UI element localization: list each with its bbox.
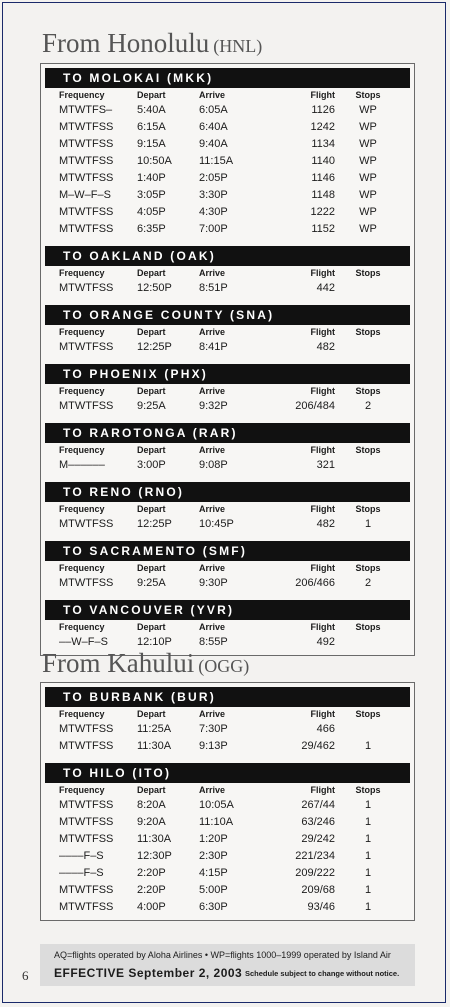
cell-depart: 12:30P: [137, 850, 172, 862]
cell-flight: 492: [316, 636, 335, 648]
footer: [40, 944, 415, 986]
origin-code: (HNL): [213, 36, 263, 56]
cell-flight: 1126: [311, 104, 335, 116]
cell-stops: [351, 634, 423, 651]
flight-grid: [41, 88, 414, 238]
destination-block: [41, 482, 414, 537]
cell-frequency: M–W–F–S: [59, 189, 111, 201]
column-header-arrive: Arrive: [199, 504, 226, 514]
column-header-flight: Flight: [310, 445, 335, 455]
flight-grid: [41, 783, 414, 916]
column-header-arrive: Arrive: [199, 563, 226, 573]
cell-flight: 321: [316, 459, 335, 471]
cell-stops: 2: [364, 400, 372, 412]
cell-stops: [351, 721, 423, 738]
column-header-flight: Flight: [310, 386, 335, 396]
column-header-arrive: Arrive: [199, 785, 226, 795]
cell-stops: WP: [359, 223, 377, 235]
column-header-depart: Depart: [137, 90, 166, 100]
cell-stops: [351, 280, 423, 297]
column-header-stops: Stops: [355, 709, 381, 719]
cell-frequency: ––W–F–S: [59, 636, 108, 648]
column-header-frequency: Frequency: [59, 268, 105, 278]
column-header-flight: Flight: [310, 785, 335, 795]
destination-header: TO BURBANK (BUR): [45, 687, 410, 707]
cell-depart: 5:40A: [137, 104, 166, 116]
cell-flight: 482: [316, 341, 335, 353]
column-header-depart: Depart: [137, 327, 166, 337]
origin-code: (OGG): [198, 656, 250, 676]
cell-depart: 2:20P: [137, 867, 166, 879]
cell-depart: 12:10P: [137, 636, 172, 648]
column-header-frequency: Frequency: [59, 90, 105, 100]
route-table: [40, 63, 415, 656]
column-header-arrive: Arrive: [199, 445, 226, 455]
column-header-stops: Stops: [355, 90, 381, 100]
cell-frequency: ––––F–S: [59, 850, 104, 862]
column-header-arrive: Arrive: [199, 622, 226, 632]
cell-flight: 221/234: [295, 850, 335, 862]
column-header-depart: Depart: [137, 504, 166, 514]
cell-arrive: 9:30P: [199, 577, 228, 589]
cell-arrive: 8:55P: [199, 636, 228, 648]
destination-block: [41, 423, 414, 478]
cell-flight: 482: [316, 518, 335, 530]
cell-stops: [351, 457, 423, 474]
cell-arrive: 11:15A: [199, 155, 234, 167]
cell-stops: WP: [359, 138, 377, 150]
column-header-depart: Depart: [137, 445, 166, 455]
destination-header: TO MOLOKAI (MKK): [45, 68, 410, 88]
cell-arrive: 9:32P: [199, 400, 228, 412]
cell-flight: 29/242: [301, 833, 335, 845]
cell-arrive: 3:30P: [199, 189, 228, 201]
destination-block: [41, 687, 414, 759]
cell-flight: 209/222: [295, 867, 335, 879]
destination-header: TO ORANGE COUNTY (SNA): [45, 305, 410, 325]
cell-arrive: 10:05A: [199, 799, 234, 811]
flight-grid: [41, 707, 414, 755]
cell-flight: 1146: [311, 172, 335, 184]
column-header-frequency: Frequency: [59, 709, 105, 719]
cell-depart: 9:25A: [137, 400, 166, 412]
cell-depart: 12:25P: [137, 518, 172, 530]
column-header-flight: Flight: [310, 327, 335, 337]
column-header-frequency: Frequency: [59, 445, 105, 455]
page-number: 6: [22, 968, 29, 983]
destination-header: TO RENO (RNO): [45, 482, 410, 502]
cell-arrive: 7:30P: [199, 723, 228, 735]
column-header-stops: Stops: [355, 386, 381, 396]
cell-stops: 1: [364, 740, 372, 752]
cell-frequency: MTWTFSS: [59, 833, 114, 845]
origin-title: [42, 30, 262, 57]
cell-arrive: 9:13P: [199, 740, 228, 752]
column-header-stops: Stops: [355, 785, 381, 795]
destination-block: [41, 364, 414, 419]
cell-depart: 12:25P: [137, 341, 172, 353]
cell-stops: 1: [364, 816, 372, 828]
cell-arrive: 1:20P: [199, 833, 228, 845]
cell-flight: 1152: [311, 223, 335, 235]
footer-legend: AQ=flights operated by Aloha Airlines • WP=flights 1000–1999 operated by Island Air: [54, 950, 391, 960]
column-header-frequency: Frequency: [59, 622, 105, 632]
cell-arrive: 4:30P: [199, 206, 228, 218]
column-header-arrive: Arrive: [199, 709, 226, 719]
cell-stops: 1: [364, 884, 372, 896]
column-header-flight: Flight: [310, 268, 335, 278]
cell-stops: WP: [359, 172, 377, 184]
cell-frequency: MTWTFSS: [59, 884, 114, 896]
cell-frequency: MTWTFSS: [59, 816, 114, 828]
cell-flight: 1148: [311, 189, 335, 201]
origin-name: From Honolulu: [42, 28, 210, 58]
cell-stops: 1: [364, 518, 372, 530]
flight-grid: [41, 502, 414, 533]
column-header-depart: Depart: [137, 709, 166, 719]
destination-header: TO HILO (ITO): [45, 763, 410, 783]
cell-frequency: M––––––: [59, 459, 105, 471]
cell-arrive: 4:15P: [199, 867, 228, 879]
cell-frequency: MTWTFSS: [59, 723, 114, 735]
flight-grid: [41, 443, 414, 474]
origin-name: From Kahului: [42, 648, 195, 678]
flight-grid: [41, 620, 414, 651]
column-header-stops: Stops: [355, 327, 381, 337]
cell-depart: 2:20P: [137, 884, 166, 896]
cell-arrive: 6:40A: [199, 121, 228, 133]
column-header-arrive: Arrive: [199, 90, 226, 100]
cell-stops: WP: [359, 121, 377, 133]
cell-stops: 1: [364, 833, 372, 845]
cell-flight: 1140: [311, 155, 335, 167]
cell-arrive: 8:41P: [199, 341, 228, 353]
column-header-stops: Stops: [355, 268, 381, 278]
cell-stops: 1: [364, 867, 372, 879]
column-header-flight: Flight: [310, 709, 335, 719]
cell-depart: 4:00P: [137, 901, 166, 913]
cell-depart: 6:35P: [137, 223, 166, 235]
cell-flight: 63/246: [301, 816, 335, 828]
route-table: [40, 682, 415, 921]
cell-frequency: MTWTFSS: [59, 121, 114, 133]
cell-frequency: MTWTFS–: [59, 104, 113, 116]
column-header-depart: Depart: [137, 563, 166, 573]
column-header-stops: Stops: [355, 622, 381, 632]
destination-header: TO OAKLAND (OAK): [45, 246, 410, 266]
cell-arrive: 2:30P: [199, 850, 228, 862]
cell-frequency: MTWTFSS: [59, 223, 114, 235]
column-header-flight: Flight: [310, 622, 335, 632]
cell-depart: 9:25A: [137, 577, 166, 589]
column-header-frequency: Frequency: [59, 504, 105, 514]
destination-header: TO SACRAMENTO (SMF): [45, 541, 410, 561]
cell-frequency: MTWTFSS: [59, 518, 114, 530]
destination-header: TO PHOENIX (PHX): [45, 364, 410, 384]
destination-block: [41, 763, 414, 920]
destination-header: TO VANCOUVER (YVR): [45, 600, 410, 620]
destination-header: TO RAROTONGA (RAR): [45, 423, 410, 443]
cell-stops: 1: [364, 850, 372, 862]
cell-stops: WP: [359, 206, 377, 218]
cell-flight: 267/44: [301, 799, 335, 811]
cell-frequency: ––––F–S: [59, 867, 104, 879]
column-header-arrive: Arrive: [199, 268, 226, 278]
column-header-depart: Depart: [137, 785, 166, 795]
cell-arrive: 9:40A: [199, 138, 228, 150]
flight-grid: [41, 561, 414, 592]
column-header-flight: Flight: [310, 504, 335, 514]
column-header-frequency: Frequency: [59, 327, 105, 337]
cell-arrive: 5:00P: [199, 884, 228, 896]
cell-flight: 1242: [310, 121, 335, 133]
cell-depart: 9:20A: [137, 816, 166, 828]
cell-frequency: MTWTFSS: [59, 341, 114, 353]
column-header-stops: Stops: [355, 445, 381, 455]
cell-frequency: MTWTFSS: [59, 138, 114, 150]
cell-depart: 3:00P: [137, 459, 166, 471]
cell-arrive: 6:05A: [199, 104, 228, 116]
cell-stops: WP: [359, 155, 377, 167]
cell-frequency: MTWTFSS: [59, 282, 114, 294]
cell-flight: 1222: [310, 206, 335, 218]
cell-depart: 1:40P: [137, 172, 166, 184]
column-header-depart: Depart: [137, 268, 166, 278]
cell-depart: 12:50P: [137, 282, 172, 294]
cell-arrive: 11:10A: [199, 816, 234, 828]
cell-stops: [351, 339, 423, 356]
cell-arrive: 2:05P: [199, 172, 228, 184]
effective-date: EFFECTIVE September 2, 2003: [54, 966, 243, 980]
column-header-arrive: Arrive: [199, 386, 226, 396]
destination-block: [41, 541, 414, 596]
cell-frequency: MTWTFSS: [59, 172, 114, 184]
destination-block: [41, 68, 414, 242]
cell-flight: 466: [316, 723, 335, 735]
column-header-frequency: Frequency: [59, 563, 105, 573]
cell-frequency: MTWTFSS: [59, 155, 114, 167]
column-header-flight: Flight: [310, 90, 335, 100]
cell-frequency: MTWTFSS: [59, 206, 114, 218]
cell-frequency: MTWTFSS: [59, 901, 114, 913]
cell-flight: 29/462: [301, 740, 335, 752]
column-header-arrive: Arrive: [199, 327, 226, 337]
destination-block: [41, 246, 414, 301]
column-header-frequency: Frequency: [59, 386, 105, 396]
cell-depart: 6:15A: [137, 121, 166, 133]
cell-stops: 2: [364, 577, 372, 589]
cell-depart: 11:30A: [137, 833, 172, 845]
cell-flight: 206/466: [295, 577, 335, 589]
cell-arrive: 7:00P: [199, 223, 228, 235]
cell-depart: 11:30A: [137, 740, 172, 752]
cell-flight: 206/484: [295, 400, 335, 412]
cell-flight: 1134: [311, 138, 335, 150]
cell-flight: 93/46: [307, 901, 335, 913]
column-header-stops: Stops: [355, 504, 381, 514]
cell-frequency: MTWTFSS: [59, 400, 114, 412]
column-header-flight: Flight: [310, 563, 335, 573]
cell-arrive: 9:08P: [199, 459, 228, 471]
origin-title: [42, 650, 249, 677]
cell-frequency: MTWTFSS: [59, 577, 114, 589]
column-header-frequency: Frequency: [59, 785, 105, 795]
destination-block: [41, 600, 414, 655]
cell-depart: 3:05P: [137, 189, 166, 201]
flight-grid: [41, 384, 414, 415]
cell-depart: 4:05P: [137, 206, 166, 218]
cell-frequency: MTWTFSS: [59, 799, 114, 811]
cell-depart: 9:15A: [137, 138, 166, 150]
cell-depart: 8:20A: [137, 799, 166, 811]
column-header-depart: Depart: [137, 622, 166, 632]
column-header-depart: Depart: [137, 386, 166, 396]
column-header-stops: Stops: [355, 563, 381, 573]
cell-stops: WP: [359, 189, 377, 201]
cell-flight: 442: [316, 282, 335, 294]
cell-stops: 1: [364, 901, 372, 913]
schedule-disclaimer: Schedule subject to change without notice.: [245, 969, 400, 978]
cell-stops: 1: [364, 799, 372, 811]
cell-frequency: MTWTFSS: [59, 740, 114, 752]
destination-block: [41, 305, 414, 360]
cell-depart: 10:50A: [137, 155, 172, 167]
cell-stops: WP: [359, 104, 377, 116]
cell-arrive: 6:30P: [199, 901, 228, 913]
flight-grid: [41, 266, 414, 297]
cell-depart: 11:25A: [137, 723, 172, 735]
cell-flight: 209/68: [301, 884, 335, 896]
cell-arrive: 8:51P: [199, 282, 228, 294]
cell-arrive: 10:45P: [199, 518, 234, 530]
flight-grid: [41, 325, 414, 356]
